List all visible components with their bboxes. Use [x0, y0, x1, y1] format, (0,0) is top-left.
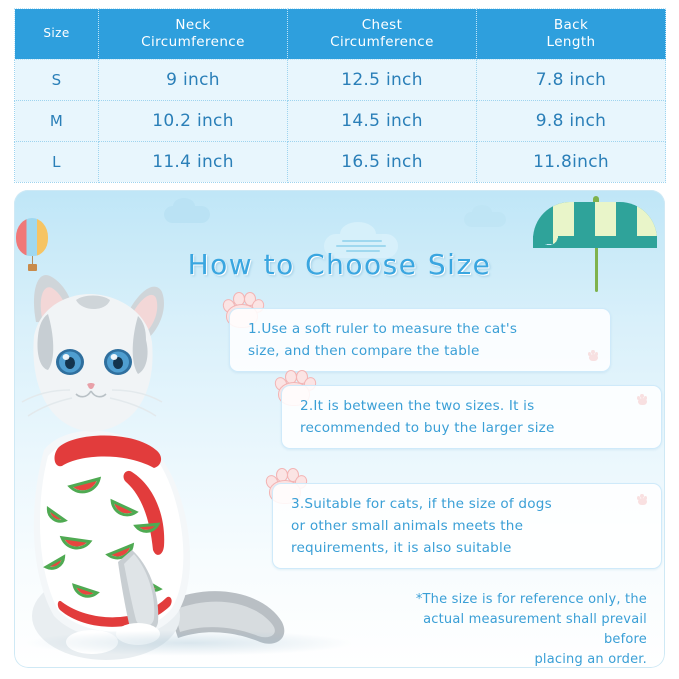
- header-line: Chest: [361, 17, 403, 33]
- floor-shadow: [24, 630, 354, 656]
- column-header-size: [15, 9, 99, 60]
- cell-chest: 16.5 inch: [288, 141, 477, 182]
- header-line: Size: [43, 26, 70, 41]
- disclaimer-line: *The size is for reference only, the: [415, 592, 647, 607]
- cell-neck: 9 inch: [99, 59, 288, 100]
- instruction-line: size, and then compare the table: [248, 343, 480, 360]
- how-to-choose-panel: [14, 190, 665, 668]
- table-header-row: [15, 9, 666, 60]
- instruction-item-2: [281, 385, 662, 449]
- paw-print-icon: [636, 494, 649, 507]
- column-header-neck: [99, 9, 288, 60]
- instruction-item-3: [272, 483, 662, 569]
- instruction-item-1: [229, 308, 611, 372]
- cell-size: M: [15, 100, 99, 141]
- cloud-icon: [464, 212, 506, 227]
- header-line: Length: [546, 33, 596, 50]
- instruction-line: requirements, it is also suitable: [291, 540, 512, 557]
- disclaimer-line: placing an order.: [534, 652, 647, 668]
- paw-print-icon: [636, 394, 649, 407]
- page-title: How to Choose Size: [187, 248, 492, 281]
- disclaimer-line: actual measurement shall prevail before: [423, 612, 647, 648]
- instruction-line: 2.It is between the two sizes. It is: [300, 398, 535, 414]
- cell-back: 11.8inch: [477, 141, 666, 182]
- size-table: [14, 8, 666, 183]
- cell-chest: 14.5 inch: [288, 100, 477, 141]
- cell-size: S: [15, 59, 99, 100]
- paw-print-icon: [587, 350, 600, 363]
- table-row: [15, 59, 666, 100]
- instruction-line: 1.Use a soft ruler to measure the cat's: [248, 321, 518, 337]
- size-chart: [14, 8, 665, 183]
- header-line: Circumference: [330, 33, 434, 50]
- instruction-line: recommended to buy the larger size: [300, 420, 555, 437]
- header-line: Back: [553, 17, 589, 33]
- cell-neck: 10.2 inch: [99, 100, 288, 141]
- column-header-back: [477, 9, 666, 60]
- cell-back: 7.8 inch: [477, 59, 666, 100]
- cell-back: 9.8 inch: [477, 100, 666, 141]
- table-row: [15, 141, 666, 182]
- disclaimer-text: [379, 590, 647, 668]
- cell-neck: 11.4 inch: [99, 141, 288, 182]
- header-line: Circumference: [141, 33, 245, 50]
- cloud-icon: [164, 206, 210, 223]
- cell-size: L: [15, 141, 99, 182]
- instruction-line: or other small animals meets the: [291, 518, 524, 535]
- table-row: [15, 100, 666, 141]
- header-line: Neck: [175, 17, 211, 33]
- column-header-chest: [288, 9, 477, 60]
- cell-chest: 12.5 inch: [288, 59, 477, 100]
- instruction-line: 3.Suitable for cats, if the size of dogs: [291, 496, 552, 512]
